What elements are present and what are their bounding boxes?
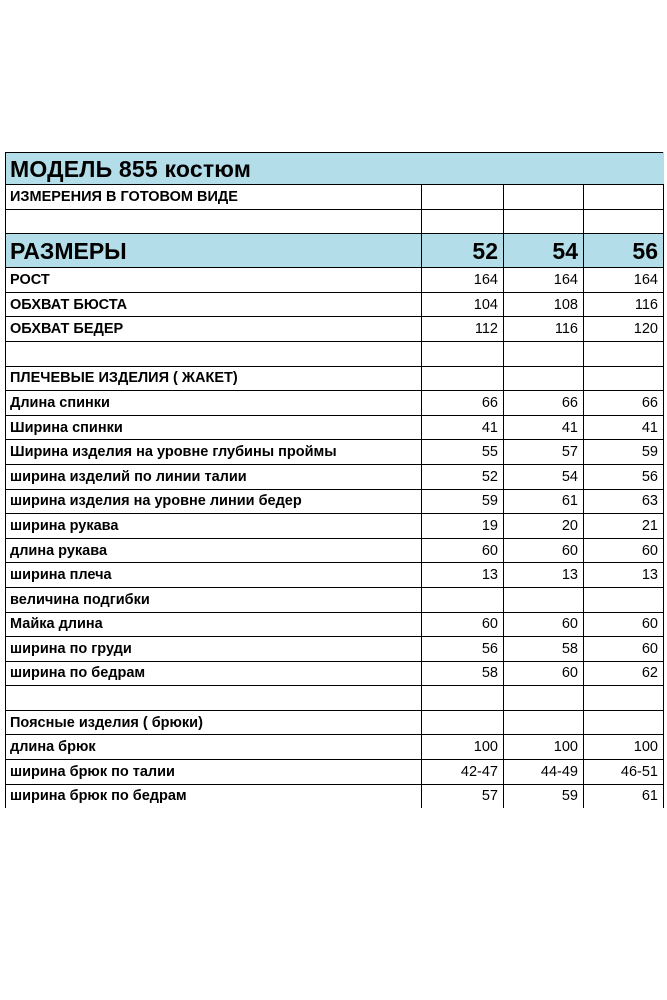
table-row — [6, 587, 664, 612]
size-value-cell: 104 — [422, 292, 504, 317]
table-row — [6, 391, 664, 416]
size-value-cell: 52 — [422, 464, 504, 489]
size-value-cell: 60 — [584, 538, 664, 563]
empty-row — [6, 209, 664, 234]
size-value-cell: 21 — [584, 514, 664, 539]
size-value-cell — [584, 341, 664, 366]
size-value-cell: 112 — [422, 317, 504, 342]
size-value-cell: 59 — [584, 440, 664, 465]
size-value-cell — [584, 366, 664, 391]
size-value-cell: 60 — [584, 612, 664, 637]
table-row — [6, 514, 664, 539]
row-label: Майка длина — [6, 612, 422, 637]
size-value-cell: 19 — [422, 514, 504, 539]
row-label: РОСТ — [6, 268, 422, 293]
size-value-cell: 100 — [584, 735, 664, 760]
size-value-cell — [504, 366, 584, 391]
row-label — [6, 341, 422, 366]
size-value-cell: 63 — [584, 489, 664, 514]
empty-cell — [584, 185, 664, 210]
size-value-cell: 57 — [422, 784, 504, 808]
size-value-cell — [584, 710, 664, 735]
table-row — [6, 292, 664, 317]
row-label: Ширина спинки — [6, 415, 422, 440]
table-row — [6, 563, 664, 588]
size-value-cell: 66 — [584, 391, 664, 416]
row-label: величина подгибки — [6, 587, 422, 612]
empty-cell — [584, 209, 664, 234]
table-row — [6, 366, 664, 391]
row-label: Поясные изделия ( брюки) — [6, 710, 422, 735]
size-value-cell: 120 — [584, 317, 664, 342]
table-row — [6, 268, 664, 293]
size-value-cell: 61 — [504, 489, 584, 514]
table-row — [6, 686, 664, 711]
table-row — [6, 612, 664, 637]
row-label: ширина плеча — [6, 563, 422, 588]
size-value-cell: 55 — [422, 440, 504, 465]
row-label: ширина изделий по линии талии — [6, 464, 422, 489]
size-value-cell: 100 — [422, 735, 504, 760]
table-row — [6, 710, 664, 735]
size-value-cell: 20 — [504, 514, 584, 539]
size-value-cell: 41 — [504, 415, 584, 440]
row-label: ширина по груди — [6, 637, 422, 662]
size-value-cell: 13 — [422, 563, 504, 588]
size-value-cell — [422, 587, 504, 612]
row-label: ОБХВАТ БЕДЕР — [6, 317, 422, 342]
size-value-cell: 66 — [422, 391, 504, 416]
size-value-cell: 41 — [422, 415, 504, 440]
table-row — [6, 784, 664, 808]
size-header: 54 — [504, 234, 584, 268]
empty-cell — [504, 185, 584, 210]
size-value-cell: 60 — [422, 612, 504, 637]
size-value-cell: 60 — [422, 538, 504, 563]
table-row — [6, 489, 664, 514]
size-value-cell — [504, 686, 584, 711]
table-row — [6, 440, 664, 465]
size-value-cell: 164 — [504, 268, 584, 293]
measurements-subtitle: ИЗМЕРЕНИЯ В ГОТОВОМ ВИДЕ — [6, 185, 422, 210]
size-value-cell: 164 — [422, 268, 504, 293]
table-row — [6, 760, 664, 785]
size-value-cell — [584, 587, 664, 612]
row-label: ширина рукава — [6, 514, 422, 539]
size-chart-table — [5, 152, 664, 808]
table-row — [6, 735, 664, 760]
size-value-cell: 66 — [504, 391, 584, 416]
size-value-cell: 56 — [584, 464, 664, 489]
row-label: длина брюк — [6, 735, 422, 760]
size-value-cell: 56 — [422, 637, 504, 662]
row-label: ширина брюк по талии — [6, 760, 422, 785]
subtitle-row — [6, 185, 664, 210]
size-header: 56 — [584, 234, 664, 268]
size-value-cell: 116 — [504, 317, 584, 342]
size-value-cell: 116 — [584, 292, 664, 317]
size-header: 52 — [422, 234, 504, 268]
size-value-cell — [504, 587, 584, 612]
size-value-cell: 57 — [504, 440, 584, 465]
size-value-cell: 60 — [504, 612, 584, 637]
row-label: Длина спинки — [6, 391, 422, 416]
row-label: ПЛЕЧЕВЫЕ ИЗДЕЛИЯ ( ЖАКЕТ) — [6, 366, 422, 391]
table-row — [6, 661, 664, 686]
sizes-header-row — [6, 234, 664, 268]
size-value-cell: 46-51 — [584, 760, 664, 785]
size-value-cell: 58 — [504, 637, 584, 662]
table-row — [6, 464, 664, 489]
empty-cell — [422, 185, 504, 210]
size-value-cell: 60 — [504, 538, 584, 563]
table-row — [6, 317, 664, 342]
empty-cell — [504, 209, 584, 234]
table-row — [6, 538, 664, 563]
size-chart-sheet — [5, 152, 663, 808]
size-value-cell: 62 — [584, 661, 664, 686]
size-value-cell: 108 — [504, 292, 584, 317]
size-value-cell: 164 — [584, 268, 664, 293]
table-row — [6, 637, 664, 662]
row-label: ширина брюк по бедрам — [6, 784, 422, 808]
size-value-cell — [422, 686, 504, 711]
row-label: ширина изделия на уровне линии бедер — [6, 489, 422, 514]
title-row — [6, 153, 664, 185]
size-value-cell: 58 — [422, 661, 504, 686]
table-row — [6, 341, 664, 366]
row-label — [6, 686, 422, 711]
size-value-cell — [504, 341, 584, 366]
empty-cell — [6, 209, 422, 234]
model-title: МОДЕЛЬ 855 костюм — [6, 153, 664, 185]
size-value-cell: 41 — [584, 415, 664, 440]
size-value-cell: 13 — [504, 563, 584, 588]
row-label: длина рукава — [6, 538, 422, 563]
size-value-cell: 54 — [504, 464, 584, 489]
empty-cell — [422, 209, 504, 234]
row-label: ширина по бедрам — [6, 661, 422, 686]
size-value-cell: 44-49 — [504, 760, 584, 785]
row-label: Ширина изделия на уровне глубины проймы — [6, 440, 422, 465]
size-value-cell: 100 — [504, 735, 584, 760]
size-value-cell: 60 — [504, 661, 584, 686]
size-value-cell: 59 — [504, 784, 584, 808]
size-value-cell: 60 — [584, 637, 664, 662]
size-value-cell — [422, 366, 504, 391]
sizes-label: РАЗМЕРЫ — [6, 234, 422, 268]
size-value-cell: 42-47 — [422, 760, 504, 785]
size-value-cell — [584, 686, 664, 711]
size-value-cell: 59 — [422, 489, 504, 514]
size-value-cell: 61 — [584, 784, 664, 808]
table-row — [6, 415, 664, 440]
size-value-cell — [422, 341, 504, 366]
size-value-cell: 13 — [584, 563, 664, 588]
row-label: ОБХВАТ БЮСТА — [6, 292, 422, 317]
size-value-cell — [504, 710, 584, 735]
size-value-cell — [422, 710, 504, 735]
